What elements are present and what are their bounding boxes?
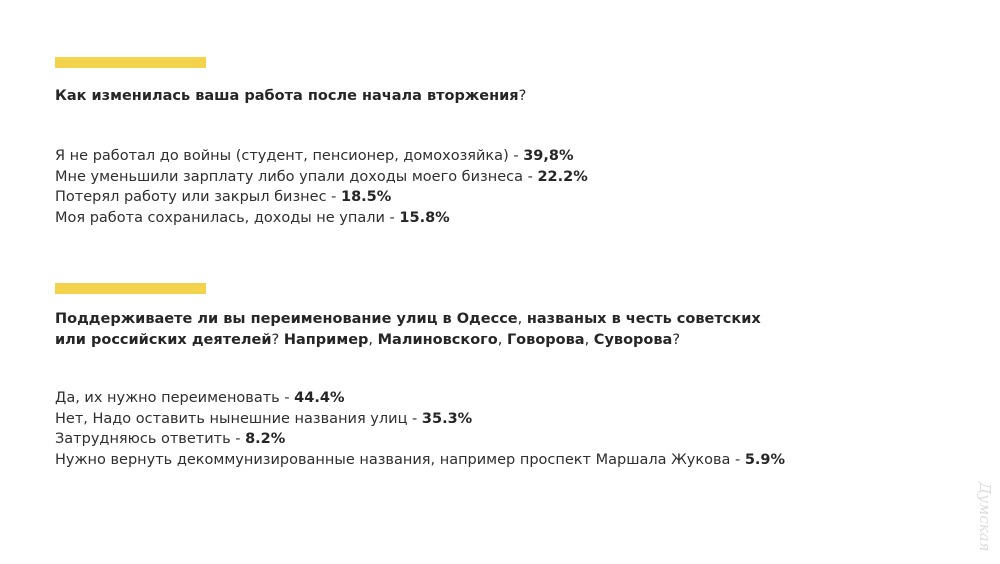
accent-bar bbox=[55, 283, 206, 294]
answer-item bbox=[55, 208, 815, 229]
answer-percent: 15.8% bbox=[399, 209, 450, 226]
question-punct: , bbox=[497, 332, 507, 348]
question-punct: , bbox=[368, 332, 378, 348]
question-text: Поддерживаете ли вы переименование улиц в Одессе bbox=[55, 311, 518, 327]
answer-item bbox=[55, 187, 815, 208]
answer-list bbox=[55, 388, 815, 470]
question-text: Говорова bbox=[506, 332, 585, 348]
answer-percent: 35.3% bbox=[421, 410, 473, 427]
question-text: Как изменилась ваша работа после начала вторжения bbox=[55, 88, 519, 104]
answer-label: Моя работа сохранилась, доходы не упали - bbox=[55, 209, 400, 226]
answer-percent: 22.2% bbox=[537, 168, 588, 185]
answer-percent: 18.5% bbox=[341, 189, 392, 205]
answer-label: Нет, Надо оставить нынешние названия улиц - bbox=[55, 410, 422, 427]
answer-label: Нужно вернуть декоммунизированные названия, например проспект Маршала Жукова - bbox=[55, 451, 745, 468]
question-title bbox=[55, 86, 795, 107]
question-text: Суворова bbox=[593, 332, 673, 348]
question-text: Малиновского bbox=[377, 332, 498, 348]
answer-percent: 5.9% bbox=[744, 451, 786, 468]
answer-label: Я не работал до войны (студент, пенсионер, домохозяйка) - bbox=[55, 148, 524, 164]
question-mark: ? bbox=[518, 88, 527, 104]
answer-label: Затрудняюсь ответить - bbox=[55, 431, 246, 447]
answer-list bbox=[55, 146, 815, 228]
question-punct: , bbox=[517, 311, 527, 327]
answer-percent: 39,8% bbox=[523, 148, 574, 164]
accent-bar bbox=[55, 57, 206, 68]
question-title bbox=[55, 309, 795, 351]
answer-percent: 8.2% bbox=[245, 431, 286, 447]
answer-item bbox=[55, 146, 815, 167]
answer-label: Потерял работу или закрыл бизнес - bbox=[55, 189, 341, 205]
question-text: Например bbox=[283, 332, 369, 348]
brand-watermark bbox=[974, 482, 996, 562]
watermark-text: Думская bbox=[976, 482, 994, 552]
question-punct: ? bbox=[271, 332, 284, 348]
question-text: названых в честь советских или российских деятелей bbox=[55, 311, 761, 348]
answer-item bbox=[55, 388, 815, 409]
answer-label: Да, их нужно переименовать - bbox=[55, 390, 295, 406]
answer-item bbox=[55, 409, 815, 430]
question-punct: ? bbox=[672, 332, 681, 348]
question-punct: , bbox=[584, 332, 594, 348]
answer-item bbox=[55, 429, 815, 450]
answer-percent: 44.4% bbox=[294, 390, 345, 406]
answer-label: Мне уменьшили зарплату либо упали доходы моего бизнеса - bbox=[55, 168, 538, 185]
answer-item bbox=[55, 167, 815, 188]
answer-item bbox=[55, 450, 815, 471]
